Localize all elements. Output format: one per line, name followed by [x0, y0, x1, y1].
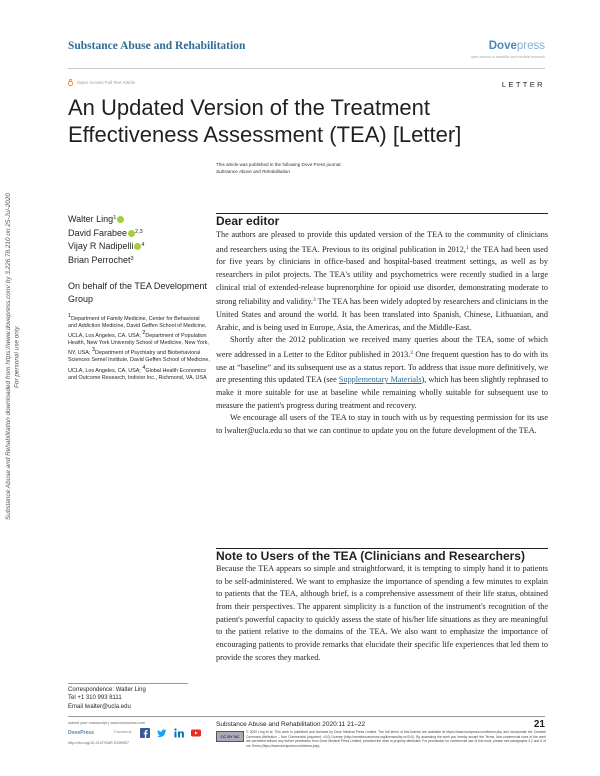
paragraph-text: The authors are pleased to provide this updated version of the TEA to the community of clinicians and researchers using the TEA. Previous to its original publication in 2012, [216, 230, 548, 254]
affiliation-text: Department of Population Health, New York University School of Medicine, New York, NY, USA; [68, 333, 209, 357]
author-name: Brian Perrochet [68, 254, 131, 265]
affiliation-text: Department of Psychiatry and Biobehavioral Sciences Semel Institute, David Geffen School of Medicine, UCLA, Los Angeles, CA, USA; [68, 350, 210, 374]
license-text: © 2020 Ling et al. This work is published and licensed by Dove Medical Press Limited. The full terms of this license are available at https://www.dovepress.com/terms.php and incorporate the Creative Commons Attribution – Non Commercial (unported, v3.0) License (http://creativecommons.org/licenses/by-nc/3.0/). By accessing the work you hereby accept the Terms. Non-commercial uses of the work are permitted without any further permission from Dove Medical Press Limited, provided the work is properly attributed. For permission for commercial use of this work, please see paragraphs 4.2 and 5 of our Terms (https://www.dovepress.com/terms.php). [246, 730, 546, 748]
note-section [216, 548, 548, 664]
correspondence-label: Correspondence: Walter Ling [68, 687, 146, 693]
citation-ref[interactable]: 3 [312, 297, 316, 304]
paragraph-text: Shortly after the 2012 publication we received many queries about the TEA, some of which were addressed in a Letter to the Editor published in 2013. [216, 335, 548, 359]
affiliation-text: Department of Family Medicine, Center for Behavioral and Addiction Medicine, David Geffen School of Medicine, UCLA, Los Angeles, CA, USA; [68, 316, 207, 340]
footer-divider [68, 716, 545, 717]
open-access-label: Open Access Full Text Article [77, 80, 135, 85]
affiliation-ref: 4 [142, 364, 146, 371]
correspondence-email[interactable]: Email lwalter@ucla.edu [68, 703, 131, 710]
publication-note-journal: Substance Abuse and Rehabilitation [216, 168, 290, 174]
citation-ref[interactable]: 1 [465, 244, 469, 251]
paragraph-text: One frequent question has to do with its use at “baseline” and its subsequent use as a status report. To address that issue more definitively, we are presenting this updated TEA (see [216, 349, 548, 385]
author-affiliation-ref: 1 [113, 215, 117, 221]
author-name: Vijay R Nadipelli [68, 241, 134, 251]
author[interactable] [68, 226, 144, 240]
paragraph-text: the TEA had been used for five years by clinicians in office-based and hospital-based treatment settings, as well as by researchers in pilot projects. The TEA's utility and psychometrics were recently studied in a large clinical trial of extended-release buprenorphine for opioid use disorder, demonstrating moderate to strong reliability and validity. [216, 244, 548, 307]
affiliation-ref: 2 [142, 330, 146, 337]
author-name: David Farabee [68, 227, 128, 238]
author-affiliation-ref: 4 [141, 242, 145, 248]
submit-manuscript-link[interactable]: submit your manuscript | www.dovepress.com [68, 721, 146, 725]
paragraph: We encourage all users of the TEA to stay in touch with us by requesting permission for its use to lwalter@ucla.edu so that we can continue to update you on the future development of the TEA. [216, 413, 548, 435]
author[interactable] [68, 253, 144, 267]
publisher-tagline: open access to scientific and medical research [470, 55, 545, 59]
twitter-icon[interactable] [157, 728, 167, 738]
correspondence [68, 686, 146, 711]
affiliation-ref: 1 [68, 313, 72, 319]
journal-citation: Substance Abuse and Rehabilitation 2020:11 21–22 [216, 721, 366, 728]
correspondence-tel: Tel +1 310 993 8111 [68, 695, 122, 702]
author[interactable] [68, 212, 144, 226]
paragraph-text: The TEA has been widely adopted by researchers and clinicians in the United States and around the world. It has been translated into Spanish, Chinese, Lithuanian, and Arabic, and is being used in Europe, Asia, the Americas, and the Middle-East. [216, 297, 548, 332]
paragraph [216, 334, 548, 412]
youtube-icon[interactable] [191, 728, 201, 738]
linkedin-icon[interactable] [174, 728, 184, 738]
publisher-light: press [516, 40, 545, 52]
author-affiliation-ref: 3 [130, 255, 134, 262]
section-heading-note: Note to Users of the TEA (Clinicians and Researchers) [216, 548, 548, 563]
affiliations [68, 313, 210, 382]
orcid-icon[interactable] [117, 216, 124, 223]
download-watermark-line1: Substance Abuse and Rehabilitation downloaded from https://www.dovepress.com/ by 3.226.78.210 on 25-Jul-2020 [5, 193, 12, 521]
header-divider [68, 68, 545, 69]
author-list [68, 212, 144, 266]
download-watermark-line2: For personal use only. [13, 325, 21, 389]
open-access-icon [68, 79, 73, 86]
paragraph: Because the TEA appears so simple and straightforward, it is tempting to simply hand it to patients to be self-administered. We want to emphasize the importance of spending a few minutes to explain to patients that the TEA, although brief, is a comprehensive assessment of their life status, obtained from their perspectives. The apparent simplicity is a function of the instrument's recognition of the patient's powerful capacity to quickly assess the state of his/her life situations as they are meaningful to the patient relative to the domains of the TEA. We also want to emphasize the importance of encouraging patients to provide remarks that elucidate their specific life experiences that led them to provide the scores they marked. [216, 564, 548, 662]
publication-note [216, 162, 342, 175]
page-number: 21 [533, 719, 545, 730]
section-heading-dear-editor: Dear editor [216, 213, 548, 229]
social-links [140, 728, 201, 738]
facebook-label: Facebook [114, 729, 132, 734]
paragraph-text: ), which has been slightly rephrased to make it more suitable for use at baseline while remaining wholly suitable for subsequent use to measure the patient's progress during treatment and recovery. [216, 375, 548, 410]
author-affiliation-ref: 2,3 [135, 228, 143, 235]
open-access-row [68, 79, 135, 86]
orcid-icon[interactable] [128, 230, 135, 237]
on-behalf-of: On behalf of the TEA Development Group [68, 281, 207, 304]
correspondence-divider [68, 683, 188, 684]
affiliation-ref: 3 [91, 347, 95, 354]
footer-dovepress-logo[interactable]: DovePress [68, 730, 94, 736]
publisher-logo[interactable] [489, 40, 545, 52]
letter-body [216, 213, 548, 438]
publication-note-text: This article was published in the following Dove Press journal: [216, 162, 342, 167]
journal-name: Substance Abuse and Rehabilitation [68, 40, 246, 52]
facebook-icon[interactable] [140, 728, 150, 738]
article-title: An Updated Version of the Treatment Effectiveness Assessment (TEA) [Letter] [68, 95, 462, 147]
author[interactable] [68, 239, 144, 253]
article-type: LETTER [501, 80, 545, 89]
paragraph [216, 229, 548, 334]
doi-link[interactable]: http://doi.org/10.2147/SAR.S259907 [68, 741, 130, 745]
supplementary-materials-link[interactable]: Supplementary Materials [338, 375, 422, 385]
download-watermark [5, 137, 27, 577]
creative-commons-badge[interactable]: CC BY NC [216, 731, 244, 742]
author-name: Walter Ling [68, 214, 114, 224]
citation-ref[interactable]: 2 [410, 349, 414, 356]
publisher-bold: Dove [488, 40, 517, 52]
affiliation-text: Global Health Economics and Outcome Research, Indivior Inc., Richmond, VA, USA [68, 367, 207, 381]
